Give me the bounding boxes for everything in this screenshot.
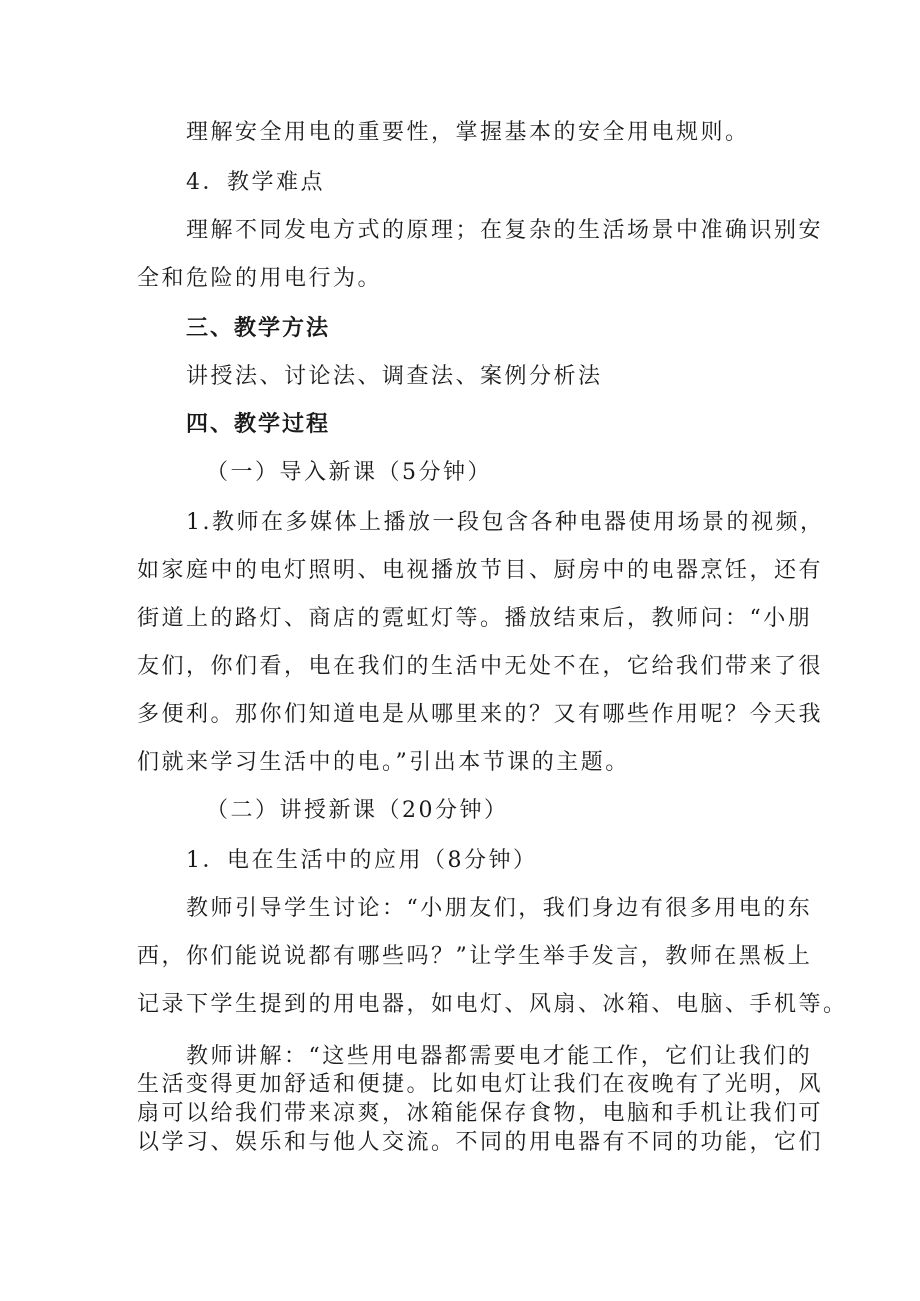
paragraph-line: 全和危险的用电行为。 (137, 266, 383, 291)
subheading-electricity-applications: 1．电在生活中的应用（8分钟） (186, 848, 538, 873)
paragraph-line: 理解不同发电方式的原理；在复杂的生活场景中准确识别安 (186, 218, 824, 243)
paragraph-line: 街道上的路灯、商店的霓虹灯等。播放结束后，教师问：“小朋 (137, 606, 813, 631)
paragraph-line: 生活变得更加舒适和便捷。比如电灯让我们在夜晚有了光明，风 (137, 1072, 824, 1097)
paragraph-line: 们就来学习生活中的电。”引出本节课的主题。 (137, 750, 630, 775)
paragraph-line: 多便利。那你们知道电是从哪里来的？又有哪些作用呢？今天我 (137, 702, 824, 727)
paragraph-line: 如家庭中的电灯照明、电视播放节目、厨房中的电器烹饪，还有 (137, 558, 824, 583)
paragraph-line: 理解安全用电的重要性，掌握基本的安全用电规则。 (186, 120, 750, 145)
paragraph-line: 友们，你们看，电在我们的生活中无处不在，它给我们带来了很 (137, 654, 824, 679)
subheading-introduction: （一）导入新课（5分钟） (206, 460, 492, 485)
subheading-teaching-difficulty: 4．教学难点 (186, 170, 325, 195)
paragraph-line: 教师引导学生讨论：“小朋友们，我们身边有很多用电的东 (186, 896, 813, 921)
paragraph-line: 1.教师在多媒体上播放一段包含各种电器使用场景的视频， (186, 510, 825, 535)
paragraph-line: 以学习、娱乐和与他人交流。不同的用电器有不同的功能，它们 (137, 1130, 824, 1155)
subheading-new-lesson: （二）讲授新课（20分钟） (206, 798, 509, 823)
paragraph-line: 教师讲解：“这些用电器都需要电才能工作，它们让我们的 (186, 1044, 813, 1069)
paragraph-line: 记录下学生提到的用电器，如电灯、风扇、冰箱、电脑、手机等。 (137, 992, 848, 1017)
paragraph-line: 扇可以给我们带来凉爽，冰箱能保存食物，电脑和手机让我们可 (137, 1101, 824, 1126)
paragraph-line: 讲授法、讨论法、调查法、案例分析法 (186, 364, 603, 389)
section-heading-teaching-process: 四、教学过程 (186, 412, 331, 437)
section-heading-teaching-methods: 三、教学方法 (186, 316, 331, 341)
paragraph-line: 西，你们能说说都有哪些吗？”让学生举手发言，教师在黑板上 (137, 944, 813, 969)
